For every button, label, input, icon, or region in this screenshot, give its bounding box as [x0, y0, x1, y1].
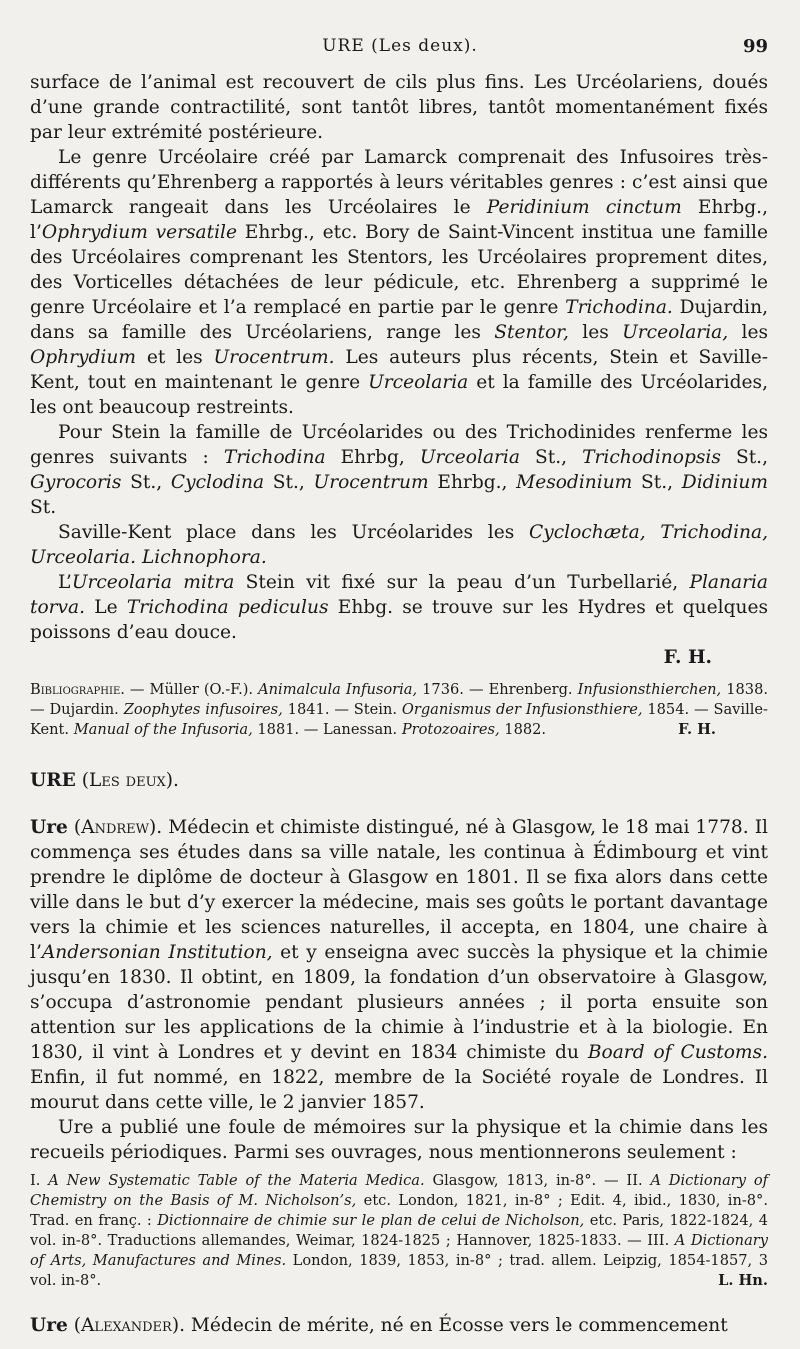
page-number: 99 [742, 36, 768, 57]
bibliography: Bibliographie. — Müller (O.-F.). Animalcula Infusoria, 1736. — Ehrenberg. Infusionsthierchen, 1838. — Dujardin. Zoophytes infusoires, 1841. — Stein. Organismus der Infusionsthiere, 1854. — Saville-Kent. Manual of the Infusoria, 1881. — Lanessan. Protozoaires, 1882. F. H. [30, 681, 768, 738]
entry-keyword: URE [30, 770, 76, 791]
bibliography-label: Bibliographie. [30, 681, 125, 698]
paragraph-publications: Ure a publié une foule de mémoires sur la physique et la chimie dans les recueils périodiques. Parmi ses ouvrages, nous mentionnerons seulement : [30, 1117, 768, 1163]
running-head: URE (Les deux). [322, 36, 478, 56]
bibliography-signature: F. H. [678, 721, 716, 738]
entry-name: Ure [30, 1315, 68, 1336]
paragraph-andrew-ure: Ure (Andrew). Médecin et chimiste distingué, né à Glasgow, le 18 mai 1778. Il commença ses études dans sa ville natale, les continua à Édimbourg et vint prendre le diplôme de docteur à Glasgow en 1801. Il se fixa alors dans cette ville dans le but d’y exercer la médecine, mais ses goûts le portant davantage vers la chimie et les sciences naturelles, il accepta, en 1804, une chaire à l’Andersonian Institution, et y enseigna avec succès la physique et la chimie jusqu’en 1830. Il obtint, en 1809, la fondation d’un observatoire à Glasgow, s’occupa d’astronomie pendant plusieurs années ; il porta ensuite son attention sur les applications de la chimie à l’industrie et à la biologie. En 1830, il vint à Londres et y devint en 1834 chimiste du Board of Customs. Enfin, il fut nommé, en 1822, membre de la Société royale de Londres. Il mourut dans cette ville, le 2 janvier 1857. [30, 817, 768, 1113]
paragraph-urceolaria-mitra: L’Urceolaria mitra Stein vit fixé sur la peau d’un Turbellarié, Planaria torva. Le Trichodina pediculus Ehbg. se trouve sur les Hydres et quelques poissons d’eau douce. F. H. [30, 572, 768, 668]
paragraph-cilia: surface de l’animal est recouvert de cils plus fins. Les Urcéolariens, doués d’une grande contractilité, sont tantôt libres, tantôt momentanément fixés par leur extrémité postérieure. [30, 72, 768, 143]
paragraph-stein-genera: Pour Stein la famille de Urcéolarides ou des Trichodinides renferme les genres suivants : Trichodina Ehrbg, Urceolaria St., Trichodinopsis St., Gyrocoris St., Cyclodina St., Urocentrum Ehrbg., Mesodinium St., Didinium St. [30, 422, 769, 518]
page-header [0, 36, 800, 62]
works-signature: L. Hn. [718, 1272, 768, 1289]
paragraph-genre-urceolaire: Le genre Urcéolaire créé par Lamarck comprenait des Infusoires très-différents qu’Ehrenberg a rapportés à leurs véritables genres : c’est ainsi que Lamarck rangeait dans les Urcéolaires le Peridinium cinctum Ehrbg., l’Ophrydium versatile Ehrbg., etc. Bory de Saint-Vincent institua une famille des Urcéolaires comprenant les Stentors, les Urcéolaires proprement dites, des Vorticelles détachées de leur pédicule, etc. Ehrenberg a supprimé le genre Urcéolaire et l’a remplacé en partie par le genre Trichodina. Dujardin, dans sa famille des Urcéolariens, range les Stentor, les Urceolaria, les Ophrydium et les Urocentrum. Les auteurs plus récents, Stein et Saville-Kent, tout en maintenant le genre Urceolaria et la famille des Urcéolarides, les ont beaucoup restreints. [30, 147, 768, 418]
entry-heading: URE (Les deux). [30, 770, 179, 791]
paragraph-alexander-ure: Ure (Alexander). Médecin de mérite, né en Écosse vers le commencement [30, 1315, 728, 1336]
author-signature: F. H. [663, 647, 712, 668]
paragraph-saville-kent: Saville-Kent place dans les Urcéolarides les Cyclochæta, Trichodina, Urceolaria. Lichnophora. [30, 522, 769, 568]
body-text [30, 70, 768, 1338]
works-list: I. A New Systematic Table of the Materia Medica. Glasgow, 1813, in-8°. — II. A Dictionary of Chemistry on the Basis of M. Nicholson’s, etc. London, 1821, in-8° ; Edit. 4, ibid., 1830, in-8°. Trad. en franç. : Dictionnaire de chimie sur le plan de celui de Nicholson, etc. Paris, 1822-1824, 4 vol. in-8°. Traductions allemandes, Weimar, 1824-1825 ; Hannover, 1825-1833. — III. A Dictionary of Arts, Manufactures and Mines. London, 1839, 1853, in-8° ; trad. allem. Leipzig, 1854-1857, 3 vol. in-8°. L. Hn. [30, 1172, 769, 1289]
entry-name: Ure [30, 817, 68, 838]
